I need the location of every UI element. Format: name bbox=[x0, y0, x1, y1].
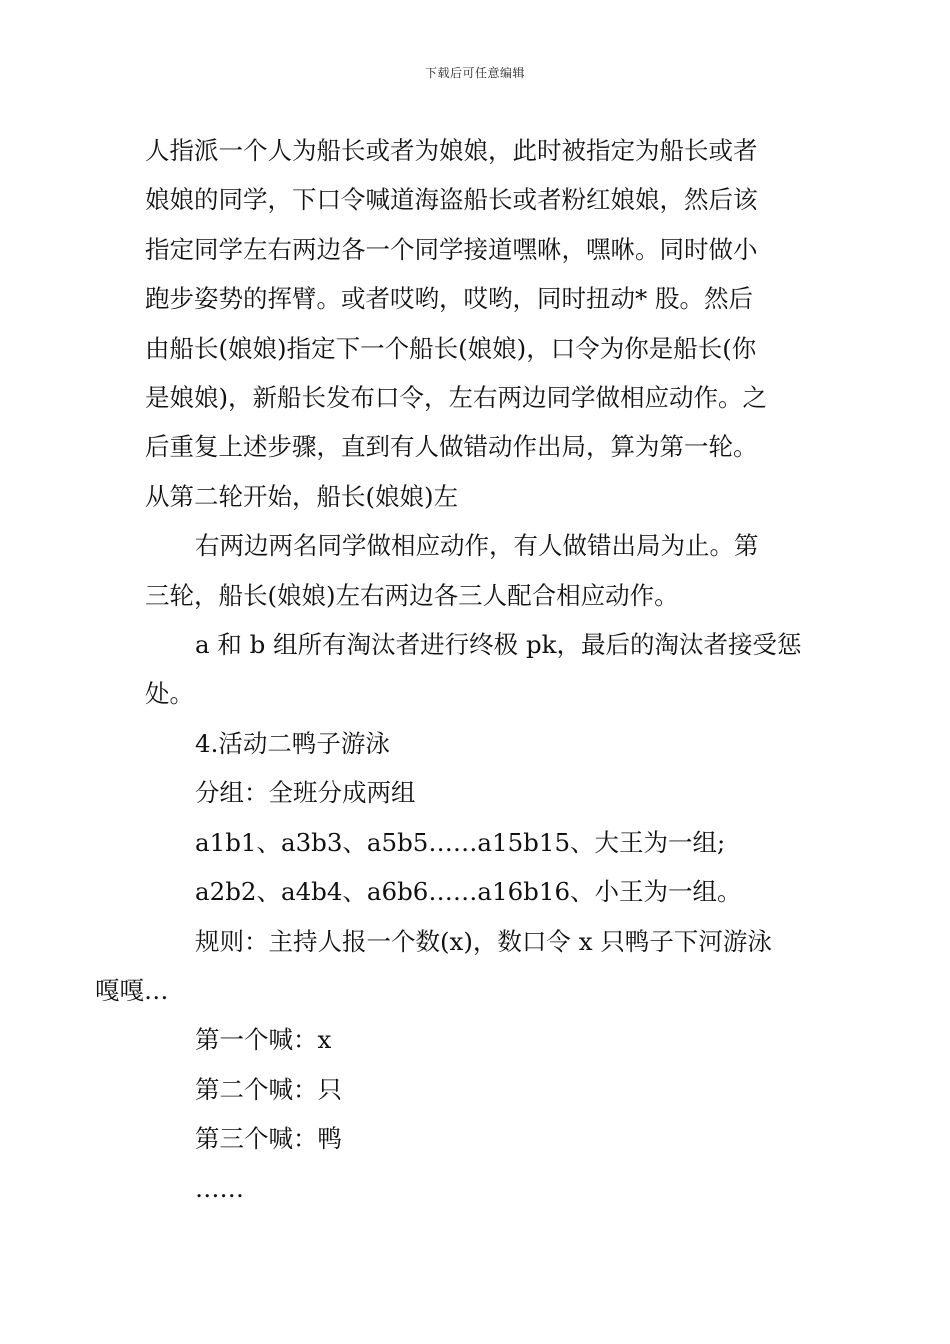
text-line: a 和 b 组所有淘汰者进行终极 pk，最后的淘汰者接受惩 bbox=[195, 630, 802, 660]
text-line: 娘娘的同学，下口令喊道海盗船长或者粉红娘娘，然后该 bbox=[145, 185, 758, 215]
text-line: a1b1、a3b3、a5b5……a15b15、大王为一组; bbox=[195, 827, 726, 857]
text-line: 由船长(娘娘)指定下一个船长(娘娘)，口令为你是船长(你 bbox=[145, 333, 757, 363]
paragraph-second-call bbox=[145, 1065, 807, 1114]
document-body bbox=[95, 126, 807, 1213]
text-line: 处。 bbox=[145, 679, 194, 709]
section-heading-activity-two bbox=[145, 719, 807, 768]
text-line: 人指派一个人为船长或者为娘娘，此时被指定为船长或者 bbox=[145, 136, 758, 165]
text-line: 分组：全班分成两组 bbox=[195, 778, 416, 808]
text-line: 右两边两名同学做相应动作，有人做错出局为止。第 bbox=[195, 531, 759, 561]
paragraph-group-b bbox=[145, 867, 807, 916]
page-header-note: 下载后可任意编辑 bbox=[424, 66, 525, 80]
text-line: 嘎嘎… bbox=[95, 975, 169, 1005]
paragraph-rules bbox=[95, 917, 807, 1016]
text-line: 是娘娘)，新船长发布口令，左右两边同学做相应动作。之 bbox=[145, 383, 768, 413]
text-line: 从第二轮开始，船长(娘娘)左 bbox=[145, 481, 459, 511]
text-line: 第一个喊：x bbox=[195, 1025, 332, 1055]
paragraph-ellipsis bbox=[145, 1164, 807, 1213]
paragraph-third-call bbox=[145, 1114, 807, 1163]
text-line: 4.活动二鸭子游泳 bbox=[195, 728, 390, 758]
paragraph-group-a bbox=[145, 818, 807, 867]
paragraph-second-round bbox=[145, 521, 807, 620]
text-line: 第三个喊：鸭 bbox=[195, 1124, 342, 1154]
text-line: 跑步姿势的挥臂。或者哎哟，哎哟，同时扭动* 股。然后 bbox=[145, 284, 754, 314]
paragraph-first-call bbox=[145, 1015, 807, 1064]
text-line: 规则：主持人报一个数(x)，数口令 x 只鸭子下河游泳 bbox=[195, 926, 772, 956]
paragraph-game-rules-continued bbox=[145, 126, 807, 521]
text-line: 指定同学左右两边各一个同学接道嘿咻，嘿咻。同时做小 bbox=[145, 234, 758, 264]
paragraph-grouping bbox=[145, 768, 807, 817]
text-line: 第二个喊：只 bbox=[195, 1074, 342, 1104]
paragraph-final-pk bbox=[145, 620, 807, 719]
text-line: …… bbox=[195, 1173, 244, 1203]
text-line: a2b2、a4b4、a6b6……a16b16、小王为一组。 bbox=[195, 877, 742, 907]
text-line: 后重复上述步骤，直到有人做错动作出局，算为第一轮。 bbox=[145, 432, 758, 462]
text-line: 三轮，船长(娘娘)左右两边各三人配合相应动作。 bbox=[145, 580, 679, 610]
